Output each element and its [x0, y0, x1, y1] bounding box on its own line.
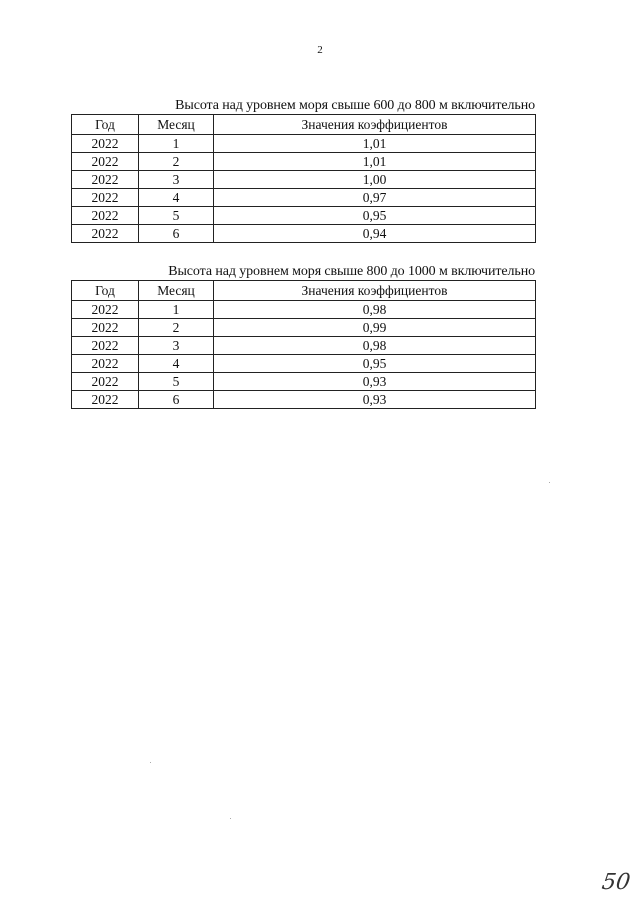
coefficient-cell: 0,98	[214, 301, 536, 319]
column-header-month: Месяц	[139, 281, 214, 301]
table-row	[72, 225, 536, 243]
year-cell: 2022	[72, 135, 139, 153]
table-title: Высота над уровнем моря свыше 800 до 1000 м включительно	[168, 264, 535, 279]
coefficient-cell: 0,95	[214, 207, 536, 225]
year-cell: 2022	[72, 301, 139, 319]
column-header-year: Год	[72, 115, 139, 135]
coefficient-cell: 0,93	[214, 391, 536, 409]
handwritten-page-mark: 50	[600, 870, 632, 895]
table-row	[72, 355, 536, 373]
month-cell: 3	[139, 337, 214, 355]
month-cell: 4	[139, 355, 214, 373]
coefficient-table	[71, 280, 536, 409]
scan-speck	[549, 482, 550, 483]
coefficient-cell: 1,00	[214, 171, 536, 189]
year-cell: 2022	[72, 207, 139, 225]
table-title: Высота над уровнем моря свыше 600 до 800 м включительно	[175, 98, 535, 113]
year-cell: 2022	[72, 337, 139, 355]
coefficient-section-600-800	[71, 98, 535, 243]
month-cell: 5	[139, 207, 214, 225]
table-row	[72, 301, 536, 319]
month-cell: 5	[139, 373, 214, 391]
table-row	[72, 189, 536, 207]
month-cell: 2	[139, 319, 214, 337]
table-row	[72, 207, 536, 225]
table-header-row	[72, 281, 536, 301]
coefficient-cell: 1,01	[214, 153, 536, 171]
column-header-year: Год	[72, 281, 139, 301]
coefficient-cell: 0,93	[214, 373, 536, 391]
table-row	[72, 319, 536, 337]
month-cell: 4	[139, 189, 214, 207]
month-cell: 2	[139, 153, 214, 171]
table-header-row	[72, 115, 536, 135]
year-cell: 2022	[72, 373, 139, 391]
coefficient-table	[71, 114, 536, 243]
year-cell: 2022	[72, 319, 139, 337]
coefficient-cell: 0,95	[214, 355, 536, 373]
year-cell: 2022	[72, 189, 139, 207]
column-header-month: Месяц	[139, 115, 214, 135]
table-row	[72, 135, 536, 153]
year-cell: 2022	[72, 153, 139, 171]
month-cell: 1	[139, 301, 214, 319]
month-cell: 6	[139, 391, 214, 409]
table-row	[72, 373, 536, 391]
column-header-coefficient: Значения коэффициентов	[214, 281, 536, 301]
month-cell: 6	[139, 225, 214, 243]
year-cell: 2022	[72, 355, 139, 373]
year-cell: 2022	[72, 225, 139, 243]
month-cell: 3	[139, 171, 214, 189]
year-cell: 2022	[72, 391, 139, 409]
coefficient-cell: 0,98	[214, 337, 536, 355]
month-cell: 1	[139, 135, 214, 153]
coefficient-cell: 0,99	[214, 319, 536, 337]
table-row	[72, 337, 536, 355]
coefficient-section-800-1000	[71, 264, 535, 409]
page-number: 2	[317, 44, 323, 56]
table-row	[72, 171, 536, 189]
scan-speck	[150, 762, 151, 763]
column-header-coefficient: Значения коэффициентов	[214, 115, 536, 135]
coefficient-cell: 0,97	[214, 189, 536, 207]
year-cell: 2022	[72, 171, 139, 189]
coefficient-cell: 1,01	[214, 135, 536, 153]
table-row	[72, 153, 536, 171]
table-row	[72, 391, 536, 409]
coefficient-cell: 0,94	[214, 225, 536, 243]
scan-speck	[230, 818, 231, 819]
